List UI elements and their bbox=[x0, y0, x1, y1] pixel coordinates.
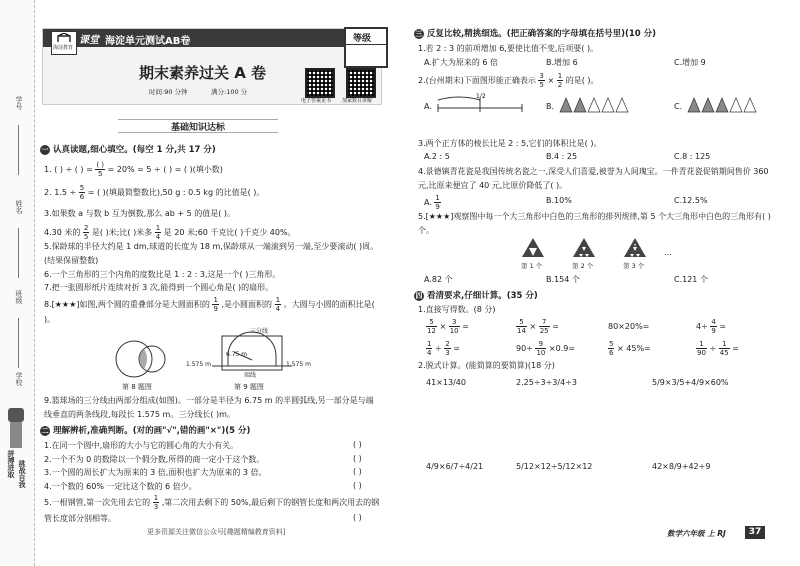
frac-num: 5 bbox=[609, 340, 614, 348]
choice-1-question: 1.若 2 : 3 的前项增加 6,要使比值不变,后项要( )。 bbox=[418, 44, 599, 53]
logo-text: 海淀教育 bbox=[53, 45, 74, 51]
frac-num: ( ) bbox=[96, 161, 105, 169]
q-text: 8.[★★★]如图,两个圆的重叠部分是大圆面积的 bbox=[44, 300, 210, 309]
direct-calc bbox=[696, 340, 739, 357]
q-text: × bbox=[547, 76, 555, 85]
grade-box-label: 等级 bbox=[353, 34, 372, 44]
frac-den: 45 bbox=[719, 349, 729, 357]
choice-4-question: 4.景德镇青花瓷是我国传统名瓷之一,深受人们喜爱,被誉为人间瑰宝。一件青花瓷促销期间售价 360 元,比原来便宜了 40 元,比原价降低了( )。 bbox=[418, 167, 769, 190]
direct-calc bbox=[608, 340, 651, 357]
choice-4-c: C.12.5% bbox=[674, 196, 708, 205]
op: = bbox=[719, 322, 727, 331]
fraction bbox=[212, 296, 218, 313]
frac-den: 4 bbox=[155, 233, 161, 241]
frac-num: 1 bbox=[557, 72, 563, 80]
binding-line bbox=[18, 228, 19, 278]
figure-8-circles bbox=[108, 338, 178, 380]
frac-num: 1 bbox=[435, 194, 440, 202]
section-2-title bbox=[40, 424, 250, 436]
direct-calc bbox=[426, 340, 460, 357]
q-text: 的是( )。 bbox=[565, 76, 599, 85]
question-4 bbox=[44, 224, 296, 241]
q-text: 是( )米;比( )米多 bbox=[91, 228, 153, 237]
choice-5-c: C.121 个 bbox=[674, 275, 708, 284]
gate-icon bbox=[57, 33, 71, 43]
frac-num: 3 bbox=[449, 318, 460, 327]
fraction bbox=[153, 494, 159, 511]
logo bbox=[51, 31, 77, 55]
frac-num: 5 bbox=[426, 318, 437, 327]
op: = bbox=[552, 322, 559, 331]
choice-4-b: B.10% bbox=[546, 196, 572, 205]
frac-den: 9 bbox=[711, 327, 716, 335]
figure-9-caption: 第 9 题图 bbox=[234, 383, 264, 391]
op: = bbox=[732, 344, 739, 353]
qr-code[interactable] bbox=[346, 68, 376, 98]
frac-num: 1 bbox=[696, 340, 707, 349]
q-text: 4.30 米的 bbox=[44, 228, 81, 237]
judge-2: 2.一个不为 0 的数除以一个假分数,所得的商一定小于这个数。 bbox=[44, 455, 265, 464]
triangle-holes bbox=[577, 242, 591, 257]
fraction bbox=[83, 224, 89, 241]
fraction bbox=[538, 72, 544, 89]
op: 90÷ bbox=[516, 344, 533, 353]
direct-calc: 80×20%= bbox=[608, 322, 650, 331]
judge-1: 1.在同一个圆中,扇形的大小与它的圆心角的大小有关。 bbox=[44, 441, 239, 450]
fraction bbox=[155, 224, 161, 241]
q-label: 1. bbox=[44, 165, 52, 174]
op: 4÷ bbox=[696, 322, 708, 331]
qr-caption: 电子答案见书 bbox=[301, 98, 332, 104]
grade-box[interactable] bbox=[344, 27, 388, 68]
frac-num: 1 bbox=[719, 340, 730, 349]
frac-num: 3 bbox=[539, 72, 544, 80]
ellipsis: ... bbox=[664, 248, 672, 257]
fraction bbox=[79, 184, 85, 201]
section-2-text: 理解辨析,准确判断。(对的画"√",错的画"×")(5 分) bbox=[53, 426, 251, 436]
section-1-title bbox=[40, 143, 216, 155]
fraction bbox=[95, 161, 105, 178]
choice-1-c: C.增加 9 bbox=[674, 58, 706, 67]
binding-line bbox=[18, 318, 19, 368]
label-name: 姓名 bbox=[15, 200, 23, 214]
choice-5-b: B.154 个 bbox=[546, 275, 580, 284]
judge-5 bbox=[44, 494, 379, 511]
question-3: 3.如果数 a 与数 b 互为倒数,那么 ab + 5 的值是( )。 bbox=[44, 209, 236, 218]
op: ÷ bbox=[435, 344, 442, 353]
op: = bbox=[453, 344, 460, 353]
choice-3-question: 3.两个正方体的棱长比是 2 : 5,它们的体积比是( )。 bbox=[418, 139, 602, 148]
label-school: 学校 bbox=[15, 372, 23, 386]
choice-5-question: 5.[★★★]观察图中每一个大三角形中白色的三角形的排列规律,第 5 个大三角形中白色的三角形有( )个。 bbox=[418, 212, 771, 235]
section-banner bbox=[118, 119, 278, 133]
section-3-text: 反复比较,精挑细选。(把正确答案的字母填在括号里)(10 分) bbox=[427, 29, 657, 39]
brand-title: 海淀单元测试AB卷 bbox=[105, 36, 191, 47]
binding-line bbox=[18, 125, 19, 175]
frac-den: 14 bbox=[517, 327, 526, 335]
frac-num: 1 bbox=[427, 340, 432, 348]
judge-4: 4.一个数的 60% 一定比这个数的 6 倍少。 bbox=[44, 482, 197, 491]
direct-calc bbox=[696, 318, 726, 335]
op: ×0.9= bbox=[548, 344, 576, 353]
exam-title: 期末素养过关 A 卷 bbox=[139, 64, 267, 82]
q-text: 5.一根钢管,第一次先用去它的 bbox=[44, 498, 151, 507]
op: ÷ bbox=[709, 344, 717, 353]
choice-2-a: A. bbox=[424, 102, 432, 111]
svg-text:1/2: 1/2 bbox=[476, 93, 486, 100]
q-text: ( ) ÷ ( ) = bbox=[54, 165, 93, 174]
frac-den: 5 bbox=[97, 170, 103, 178]
judge-3: 3.一个圆的周长扩大为原来的 3 倍,面积也扩大为原来的 3 倍。 bbox=[44, 468, 267, 477]
choice-2-c: C. bbox=[674, 102, 683, 111]
fig9-label-top: 三分线 bbox=[250, 328, 269, 335]
q-text: = 20% = 5 ÷ ( ) = ( )(填小数) bbox=[107, 165, 223, 174]
choice-3-b: B.4 : 25 bbox=[546, 152, 578, 161]
question-5: 5.保龄球的半径大约是 1 dm,球道的长度为 18 m,保龄球从一端滚到另一端,至少要滚动( )周。(结果保留整数) bbox=[44, 242, 379, 265]
frac-num: 1 bbox=[213, 296, 218, 304]
choice-3-c: C.8 : 125 bbox=[674, 152, 711, 161]
fig9-label-bottom: 端线 bbox=[244, 372, 257, 379]
section-4-title bbox=[414, 289, 538, 301]
frac-num: 2 bbox=[445, 340, 450, 348]
score-label: 满分:100 分 bbox=[211, 88, 248, 96]
frac-den: 6 bbox=[79, 193, 85, 201]
op: 45%= bbox=[626, 344, 651, 353]
frac-den: 10 bbox=[536, 349, 546, 357]
q-text: = ( )(填最简整数比),50 g : 0.5 kg 的比值是( )。 bbox=[87, 188, 265, 197]
header-banner bbox=[42, 28, 382, 105]
q-text: 1.5 ÷ bbox=[54, 188, 77, 197]
answer-paren[interactable]: ( ) bbox=[353, 481, 362, 490]
q-text: ,第二次用去剩下的 50%,最后剩下的钢管长度和两次用去的钢 bbox=[161, 498, 380, 507]
op: × bbox=[617, 344, 624, 353]
direct-calc bbox=[516, 340, 575, 357]
choice-5-a: A.82 个 bbox=[424, 275, 453, 284]
op: = bbox=[462, 322, 469, 331]
fig9-label-right: 1.575 m bbox=[286, 361, 311, 368]
frac-num: 5 bbox=[516, 318, 527, 327]
page-number: 37 bbox=[745, 526, 765, 539]
frac-num: 7 bbox=[539, 318, 550, 327]
fig-label-1: 第 1 个 bbox=[521, 262, 543, 270]
fig9-label-radius: 6.75 m bbox=[226, 351, 248, 358]
frac-den: 12 bbox=[427, 327, 436, 335]
figure-8-caption: 第 8 题图 bbox=[122, 383, 152, 391]
choice-3-a: A.2 : 5 bbox=[424, 152, 450, 161]
question-6: 6.一个三角形的三个内角的度数比是 1 : 2 : 3,这是一个( )三角形。 bbox=[44, 270, 281, 279]
frac-num: 1 bbox=[153, 494, 159, 502]
series-logo: 课堂 bbox=[79, 35, 99, 46]
frac-num: 1 bbox=[275, 296, 281, 304]
frac-den: 4 bbox=[275, 305, 281, 313]
choice-1-b: B.增加 6 bbox=[546, 58, 578, 67]
qr-code[interactable] bbox=[305, 68, 335, 98]
question-8 bbox=[44, 296, 380, 327]
expression: 42×8/9+42÷9 bbox=[652, 462, 711, 471]
q-label: 2. bbox=[44, 188, 52, 197]
frac-num: 2 bbox=[83, 224, 89, 232]
op: × bbox=[439, 322, 447, 331]
frac-den: 2 bbox=[557, 81, 563, 89]
section-number-icon: 四 bbox=[415, 291, 423, 300]
section-number-icon: 三 bbox=[415, 29, 423, 38]
choice-2-b-figure bbox=[558, 94, 634, 114]
frac-den: 5 bbox=[83, 233, 89, 241]
answer-paren[interactable]: ( ) bbox=[353, 454, 362, 463]
calc-1-title: 1.直接写得数。(8 分) bbox=[418, 305, 496, 314]
frac-den: 5 bbox=[539, 81, 544, 89]
frac-den: 9 bbox=[213, 305, 218, 313]
choice-2-a-figure bbox=[436, 92, 526, 114]
footer-note: 更多资源关注微信公众号[趣题精编教育资料] bbox=[147, 528, 286, 536]
expression: 5/9×3/5+4/9×60% bbox=[652, 378, 729, 387]
answer-paren[interactable]: ( ) bbox=[353, 467, 362, 476]
expression: 41×13/40 bbox=[426, 378, 466, 387]
frac-den: 10 bbox=[449, 327, 459, 335]
fraction bbox=[557, 72, 563, 89]
question-7: 7.把一张圆形纸片连续对折 3 次,能得到一个圆心角是( )的扇形。 bbox=[44, 283, 274, 292]
slogan-1: 拼搏进取 bbox=[7, 450, 15, 478]
choice-2-question bbox=[418, 72, 599, 89]
section-banner-text: 基础知识达标 bbox=[170, 123, 225, 133]
fraction bbox=[434, 194, 440, 211]
direct-calc bbox=[426, 318, 469, 335]
book-label: 数学六年级 上 RJ bbox=[667, 529, 726, 538]
time-label: 时间:90 分钟 bbox=[149, 88, 188, 96]
figure-9-court bbox=[212, 330, 292, 374]
q-text: ,是小圆面积的 bbox=[221, 300, 273, 309]
expression: 4/9×6/7÷4/21 bbox=[426, 462, 484, 471]
expression: 2.25÷3÷3/4÷3 bbox=[516, 378, 577, 387]
op: × bbox=[529, 322, 537, 331]
fraction bbox=[275, 296, 281, 313]
answer-paren[interactable]: ( ) bbox=[353, 440, 362, 449]
frac-den: 90 bbox=[697, 349, 706, 357]
label-student-id: 学号 bbox=[15, 96, 23, 110]
section-1-text: 认真读题,细心填空。(每空 1 分,共 17 分) bbox=[53, 145, 216, 155]
triangle-hole bbox=[529, 248, 537, 257]
frac-den: 3 bbox=[153, 503, 159, 511]
fig-label-2: 第 2 个 bbox=[572, 262, 594, 270]
qr-caption: 加家数目讲解 bbox=[342, 98, 373, 104]
q-text: A. bbox=[424, 198, 432, 207]
frac-num: 5 bbox=[79, 184, 85, 192]
answer-paren[interactable]: ( ) bbox=[353, 513, 362, 522]
q-text: 是 20 米;60 千克比( )千克少 40%。 bbox=[163, 228, 296, 237]
fig9-label-left: 1.575 m bbox=[186, 361, 211, 368]
section-4-text: 看清要求,仔细计算。(35 分) bbox=[427, 291, 538, 301]
section-number-icon: 一 bbox=[41, 145, 49, 154]
direct-calc bbox=[516, 318, 559, 335]
q-text: 。大圆与小圆的面积比是( )。 bbox=[44, 300, 375, 324]
frac-den: 4 bbox=[427, 349, 432, 357]
choice-1-a: A.扩大为原来的 6 倍 bbox=[424, 58, 499, 67]
frac-den: 25 bbox=[539, 327, 549, 335]
frac-num: 9 bbox=[535, 340, 546, 349]
slogan-2: 挑战自我 bbox=[18, 460, 26, 488]
section-3-title bbox=[414, 27, 656, 39]
triangle-holes bbox=[628, 242, 642, 257]
choice-4-a bbox=[424, 194, 441, 211]
section-number-icon: 二 bbox=[41, 426, 49, 435]
q-text: 2.(台州期末)下面图形能正确表示 bbox=[418, 76, 536, 85]
choice-2-c-figure bbox=[686, 92, 776, 114]
frac-num: 1 bbox=[155, 224, 161, 232]
judge-5-line2: 管长度部分别相等。 bbox=[44, 514, 116, 523]
frac-den: 9 bbox=[435, 203, 440, 211]
fig-label-3: 第 3 个 bbox=[623, 262, 645, 270]
frac-den: 6 bbox=[609, 349, 614, 357]
choice-2-b: B. bbox=[546, 102, 555, 111]
question-9: 9.篮球场的三分线由两部分组成(如图)。一部分是半径为 6.75 m 的半圆弧线,另一部分是与端线垂直的两条线段,每段长 1.575 m。三分线长( )m。 bbox=[44, 396, 374, 419]
question-1 bbox=[44, 161, 223, 178]
expression: 5/12×12÷5/12×12 bbox=[516, 462, 593, 471]
frac-den: 3 bbox=[445, 349, 450, 357]
calc-2-title: 2.脱式计算。(能简算的要简算)(18 分) bbox=[418, 361, 555, 370]
label-class: 班级 bbox=[15, 290, 23, 304]
frac-num: 4 bbox=[711, 318, 716, 326]
question-2 bbox=[44, 184, 264, 201]
